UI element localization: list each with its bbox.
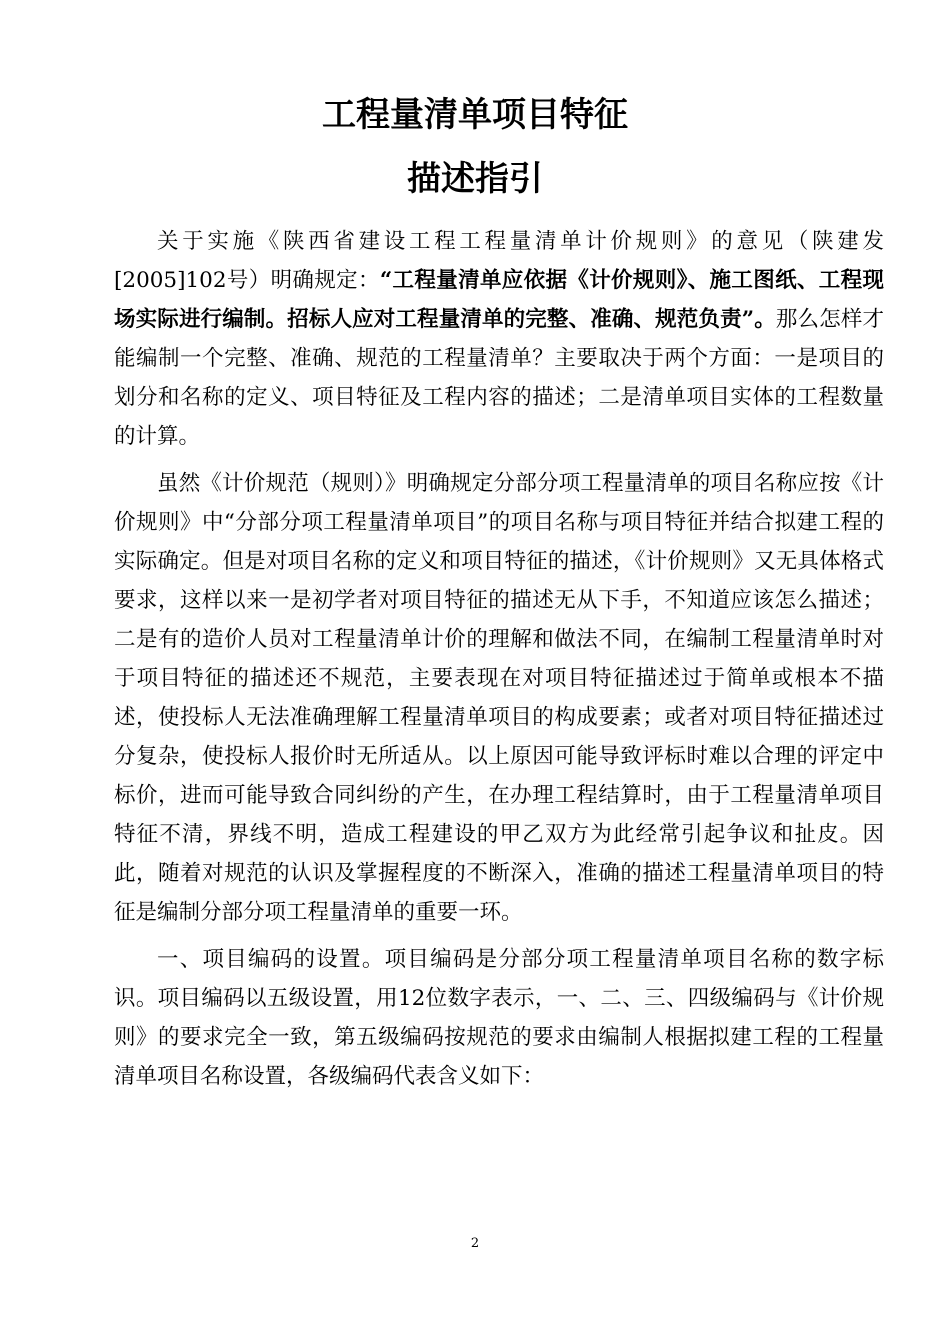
paragraph-1-bold-quote: “工程量清单应依据《计价规则》、施工图纸、工程现场实际进行编制。招标人应对工程量清单的完整、准确、规范负责”。 (114, 268, 884, 332)
paragraph-1 (114, 222, 884, 456)
paragraph-3: 一、项目编码的设置。项目编码是分部分项工程量清单项目名称的数字标识。项目编码以五级设置，用12位数字表示，一、二、三、四级编码与《计价规则》的要求完全一致，第五级编码按规范的要求由编制人根据拟建工程的工程量清单项目名称设置，各级编码代表含义如下： (114, 947, 884, 1089)
paragraph-1-intro: 关于实施《陕西省建设工程工程量清单计价规则》的意见（陕建发[2005]102号）明确规定： (114, 229, 884, 293)
document-title: 工程量清单项目特征 (322, 95, 628, 135)
document-body (114, 222, 884, 1104)
paragraph-2: 虽然《计价规范（规则）》明确规定分部分项工程量清单的项目名称应按《计价规则》中“分部分项工程量清单项目”的项目名称与项目特征并结合拟建工程的实际确定。但是对项目名称的定义和项目特征的描述，《计价规则》又无具体格式要求，这样以来一是初学者对项目特征的描述无从下手，不知道应该怎么描述；二是有的造价人员对工程量清单计价的理解和做法不同，在编制工程量清单时对于项目特征的描述还不规范，主要表现在对项目特征描述过于简单或根本不描述，使投标人无法准确理解工程量清单项目的构成要素；或者对项目特征描述过分复杂，使投标人报价时无所适从。以上原因可能导致评标时难以合理的评定中标价，进而可能导致合同纠纷的产生，在办理工程结算时，由于工程量清单项目特征不清，界线不明，造成工程建设的甲乙双方为此经常引起争议和扯皮。因此，随着对规范的认识及掌握程度的不断深入，准确的描述工程量清单项目的特征是编制分部分项工程量清单的重要一环。 (114, 471, 884, 925)
document-subtitle: 描述指引 (407, 159, 543, 199)
page-number: 2 (470, 1236, 480, 1251)
paragraph-1-rest: 那么怎样才能编制一个完整、准确、规范的工程量清单？主要取决于两个方面：一是项目的划分和名称的定义、项目特征及工程内容的描述；二是清单项目实体的工程数量的计算。 (114, 307, 884, 449)
